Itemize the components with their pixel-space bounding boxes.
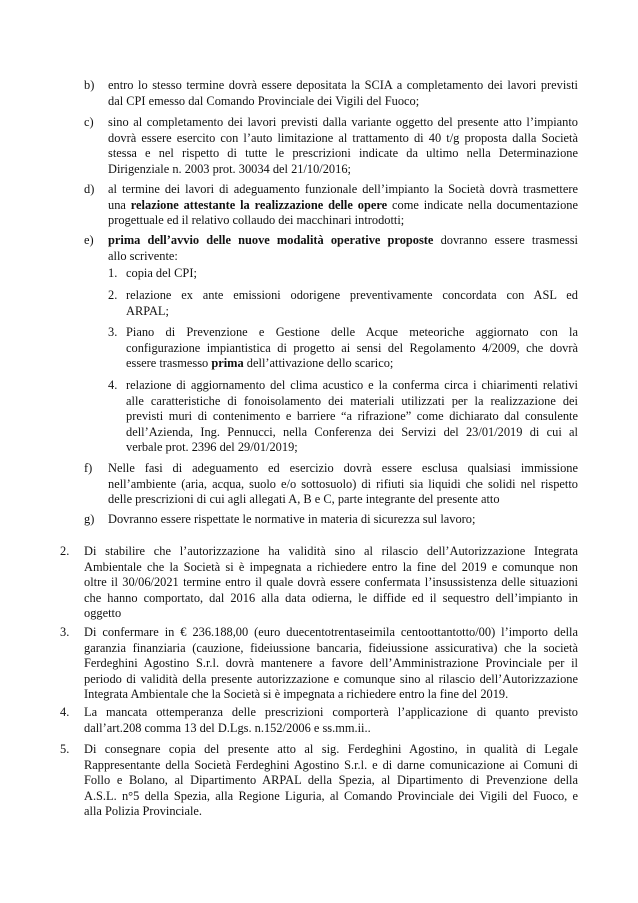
line: dovrà essere esercito con l’auto limitazione al trattamento di 40 t/g proposta dalla Società [108,130,578,145]
line: Di stabilire che l’autorizzazione ha validità sino al rilascio dell’Autorizzazione Integrata [84,544,578,558]
line: al termine dei lavori di adeguamento funzionale dell’impianto la Società dovrà trasmettere [108,182,578,196]
bold-text: relazione attestante la realizzazione delle opere [130,197,388,212]
line: verbale prot. 2396 del 29/01/2019; [126,440,298,455]
line: progettuale ed il relativo collaudo dei macchinari introdotti; [108,213,405,228]
line: periodo di validità della presente autorizzazione e comunque sino al rilascio dell’Autorizzazione [84,671,578,686]
item-label-c: c) [84,115,94,129]
line: Di consegnare copia del presente atto al sig. Ferdeghini Agostino, in qualità di Legale [84,742,578,756]
line: alla Polizia Provinciale. [84,804,203,819]
line [108,198,578,214]
line: allo scrivente: [108,248,178,263]
line: Di confermare in € 236.188,00 (euro duecentotrentaseimila centoottantotto/00) l’importo della [84,625,578,639]
main-item-5 [84,742,578,820]
item-label-b: b) [84,78,95,92]
line: previsti muri di contenimento e barriere “a rifrazione” come dichiarato dal consulente [126,409,578,424]
e-list-num-3: 3. [108,325,118,339]
e-list-item-3 [126,325,578,372]
line: Dovranno essere rispettate le normative in materia di sicurezza sul lavoro; [108,512,476,526]
line: dell’Azienda, Ing. Pennucci, nella Conferenza dei Servizi del 23/01/2019 di cui al [126,424,578,439]
line: garanzia finanziaria (cauzione, fideiussione bancaria, fideiussione assicurativa) che la società [84,640,578,655]
item-d-text [108,182,578,229]
bold-text: prima dell’avvio delle nuove modalità operative proposte [108,233,434,247]
line: sino al completamento dei lavori previsti dalla variante oggetto del presente atto l’impianto [108,115,578,129]
line: ARPAL; [126,303,169,318]
text: una [108,197,131,212]
text: come indicate nella documentazione [387,197,578,212]
line: La mancata ottemperanza delle prescrizioni comporterà l’applicazione di quanto previsto [84,705,578,719]
line: relazione ex ante emissioni odorigene preventivamente concordata con ASL ed [126,288,578,302]
line [108,233,578,249]
line: oltre il 30/06/2021 termine entro il quale dovrà essere confermata l’insussistenza delle situazioni [84,575,578,590]
main-num-2: 2. [60,544,70,558]
item-label-f: f) [84,461,93,475]
e-list-num-2: 2. [108,288,118,302]
line: dall’art.208 comma 13 del D.Lgs. n.152/2006 e ss.mm.ii.. [84,720,371,735]
item-label-e: e) [84,233,94,247]
main-num-4: 4. [60,705,70,719]
e-list-num-4: 4. [108,378,118,392]
line: alle caratteristiche di fonoisolamento dei materiali utilizzati per la realizzazione dei [126,393,578,408]
line: relazione di aggiornamento del clima acustico e la conferma circa i chiarimenti relativi [126,378,578,392]
main-num-5: 5. [60,742,70,756]
main-item-4 [84,705,578,736]
item-c-text [108,115,578,177]
line: Rappresentante della Società Ferdeghini Agostino S.r.l. e di darne comunicazione ai Comuni di [84,757,578,772]
item-g-text [108,512,578,528]
line: Follo e Bolano, al Dipartimento ARPAL della Spezia, al Dipartimento di Prevenzione della [84,773,578,788]
line: nell’ambiente (aria, acqua, suolo e/o sottosuolo) di rifiuti sia liquidi che solidi nel rispetto [108,476,578,491]
line: dal CPI emesso dal Comando Provinciale dei Vigili del Fuoco; [108,93,420,108]
e-list-item-1 [126,266,578,282]
line: Dirigenziale n. 2003 prot. 30034 del 21/10/2016; [108,161,351,176]
line: Ferdeghini Agostino S.r.l. dovrà mantenere a favore dell’Amministrazione Provinciale per il [84,656,578,671]
line: Nelle fasi di adeguamento ed esercizio dovrà essere esclusa qualsiasi immissione [108,461,578,475]
line: entro lo stesso termine dovrà essere depositata la SCIA a completamento dei lavori previsti [108,78,578,92]
line: stessa e nel rispetto di tutte le prescrizioni indicate da ultimo nella Determinazione [108,146,578,161]
item-b-text [108,78,578,109]
main-item-2 [84,544,578,622]
text: dell’attivazione dello scarico; [243,356,394,371]
item-label-g: g) [84,512,95,526]
line: che hanno comportato, dal 2016 alla data odierna, le diffide ed il sequestro dell’impianto in [84,590,578,605]
line: delle prescrizioni di cui agli allegati A, B e C, parte integrante del presente atto [108,492,500,507]
item-e-text [108,233,578,264]
line: oggetto [84,606,122,621]
e-list-item-2 [126,288,578,319]
item-label-d: d) [84,182,95,196]
text: dovranno essere trasmessi [433,233,578,247]
text: essere trasmesso [126,356,212,371]
main-item-3 [84,625,578,703]
line: A.S.L. n°5 della Spezia, alla Regione Liguria, al Comando Provinciale dei Vigili del Fuoco, e [84,788,578,803]
line: Integrata Ambientale che la Società si è impegnata a richiedere entro la fine del 2019. [84,687,509,702]
line: Piano di Prevenzione e Gestione delle Acque meteoriche aggiornato con la [126,325,578,339]
e-list-num-1: 1. [108,266,118,280]
line: configurazione impiantistica di progetto ai sensi del Regolamento 4/2009, che dovrà [126,340,578,355]
e-list-item-4 [126,378,578,456]
line: Ambientale che la Società si è impegnata a richiedere entro la fine del 2019 e comunque non [84,559,578,574]
item-f-text [108,461,578,508]
bold-text: prima [211,356,244,371]
line: copia del CPI; [126,266,197,280]
main-num-3: 3. [60,625,70,639]
line [126,356,578,372]
